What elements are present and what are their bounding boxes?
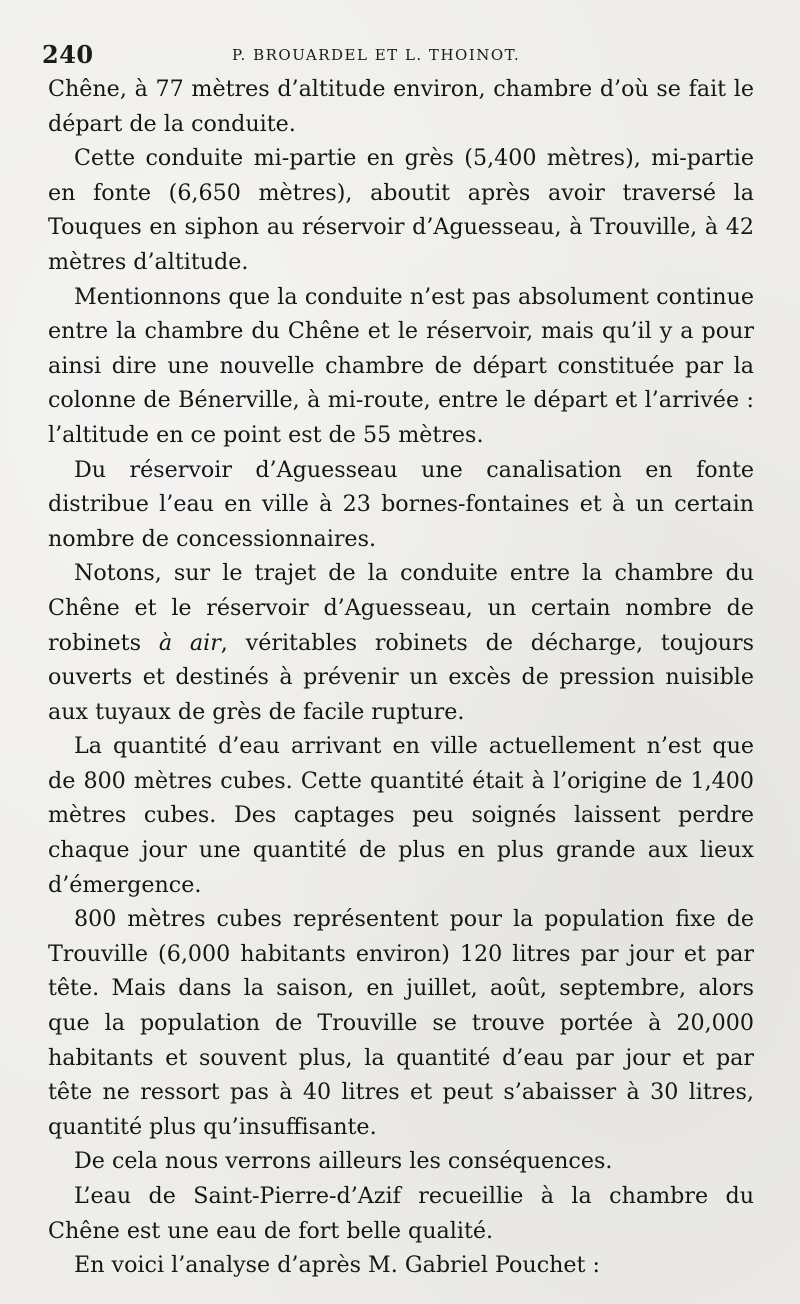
paragraph-5-text-after: , véritables robinets de décharge, toujours ouverts et destinés à prévenir un excès de pression nuisible aux tuyaux de grès de facile rupture.: [48, 629, 754, 725]
paragraph-1: Chêne, à 77 mètres d’altitude environ, chambre d’où se fait le départ de la conduite.: [48, 76, 754, 137]
paragraph-6: La quantité d’eau arrivant en ville actuellement n’est que de 800 mètres cubes. Cette quantité était à l’origine de 1,400 mètres cubes. Des captages peu soignés laissent perdre chaque jour une quantité de plus en plus grande aux lieux d’émergence.: [48, 733, 754, 898]
running-head: P. BROUARDEL ET L. THOINOT.: [232, 46, 521, 64]
paragraph-5: [48, 556, 754, 729]
page-header: [42, 40, 752, 70]
paragraph-8: De cela nous verrons ailleurs les conséquences.: [74, 1148, 613, 1175]
paragraph-10: En voici l’analyse d’après M. Gabriel Pouchet :: [74, 1252, 600, 1279]
page-number: 240: [42, 40, 94, 69]
paragraph-3: Mentionnons que la conduite n’est pas absolument continue entre la chambre du Chêne et le réservoir, mais qu’il y a pour ainsi dire une nouvelle chambre de départ constituée par la colonne de Bénerville, à mi-route, entre le départ et l’arrivée : l’altitude en ce point est de 55 mètres.: [48, 283, 754, 448]
paragraph-4: Du réservoir d’Aguesseau une canalisation en fonte distribue l’eau en ville à 23 bornes-fontaines et à un certain nombre de concessionnaires.: [48, 456, 754, 552]
body-text: [48, 72, 754, 1283]
paragraph-5-italic: à air: [158, 629, 221, 656]
paragraph-2: Cette conduite mi-partie en grès (5,400 mètres), mi-partie en fonte (6,650 mètres), aboutit après avoir traversé la Touques en siphon au réservoir d’Aguesseau, à Trouville, à 42 mètres d’altitude.: [48, 145, 754, 275]
paragraph-7: 800 mètres cubes représentent pour la population fixe de Trouville (6,000 habitants environ) 120 litres par jour et par tête. Mais dans la saison, en juillet, août, septembre, alors que la population de Trouville se trouve portée à 20,000 habitants et souvent plus, la quantité d’eau par jour et par tête ne ressort pas à 40 litres et peut s’abaisser à 30 litres, quantité plus qu’insuffisante.: [48, 906, 754, 1140]
paragraph-5-text-before: Notons, sur le trajet de la conduite entre la chambre du Chêne et le réservoir d’Aguesseau, un certain nombre de robinets: [48, 560, 754, 656]
paragraph-9: L’eau de Saint-Pierre-d’Azif recueillie à la chambre du Chêne est une eau de fort belle qualité.: [48, 1183, 754, 1244]
